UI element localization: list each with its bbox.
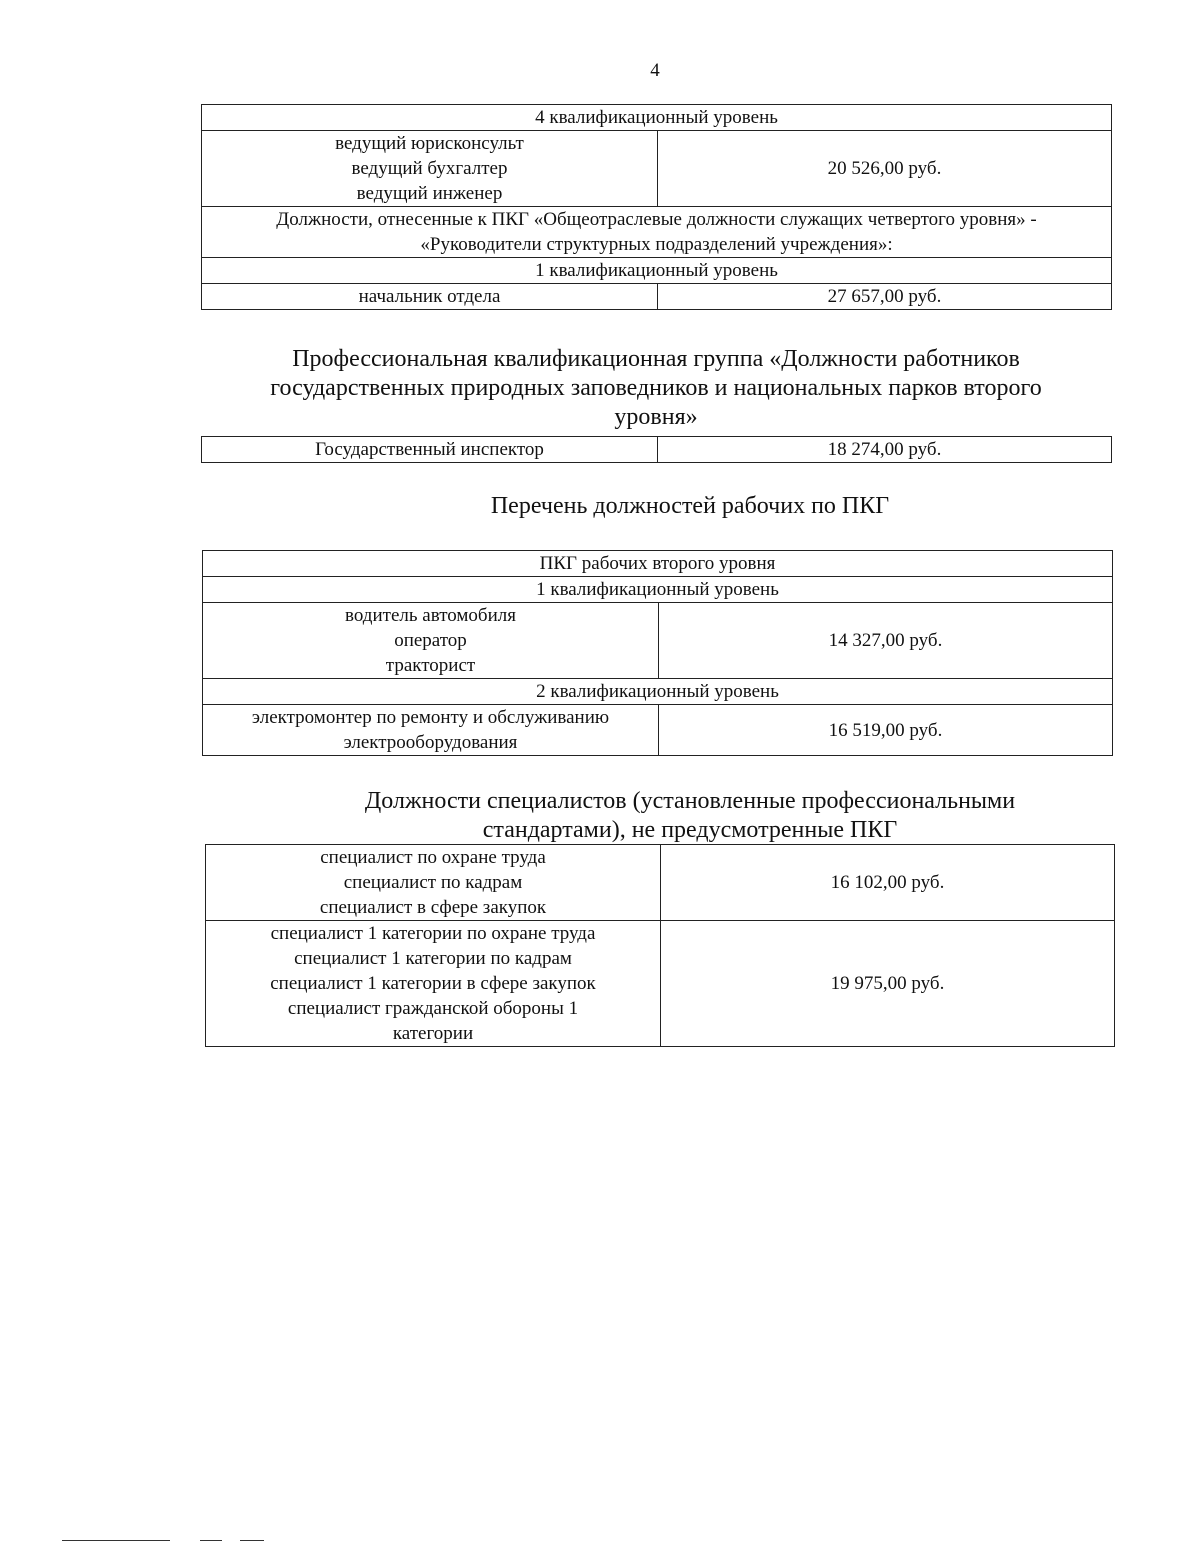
scan-artifact (200, 1540, 222, 1541)
section-heading-specialists (235, 787, 1145, 845)
position-name: Государственный инспектор (202, 437, 658, 463)
position-name: специалист 1 категории по кадрам (294, 948, 572, 969)
section-heading-reserves (200, 345, 1112, 432)
section-heading-workers: Перечень должностей рабочих по ПКГ (490, 493, 890, 519)
position-name: электромонтер по ремонту и обслуживанию (251, 707, 610, 728)
position-name: специалист 1 категории в сфере закупок (270, 973, 596, 994)
salary-value: 14 327,00 руб. (659, 603, 1113, 679)
table-row (203, 577, 1113, 603)
position-name: электрооборудования (343, 732, 518, 753)
position-name: категории (392, 1023, 474, 1044)
table-row (203, 705, 1113, 756)
level-1-header: 1 квалификационный уровень (202, 258, 1112, 284)
level-2-position (203, 705, 659, 756)
page-number: 4 (650, 60, 660, 81)
table-row (203, 679, 1113, 705)
salary-table-general (201, 104, 1112, 310)
position-name: ведущий юрисконсульт (335, 133, 524, 154)
note-line: «Руководители структурных подразделений учреждения»: (420, 234, 893, 255)
table-row (202, 105, 1112, 131)
level-4-positions (202, 131, 658, 207)
level-4-header: 4 квалификационный уровень (202, 105, 1112, 131)
table-row (203, 603, 1113, 679)
group-header: ПКГ рабочих второго уровня (203, 551, 1113, 577)
row-1-positions (206, 845, 661, 921)
position-name: водитель автомобиля (345, 605, 516, 626)
pkg-4-note (202, 207, 1112, 258)
scan-artifact (62, 1540, 170, 1541)
salary-value: 16 102,00 руб. (661, 845, 1115, 921)
position-name: специалист 1 категории по охране труда (270, 923, 596, 944)
table-row (202, 284, 1112, 310)
table-row (202, 437, 1112, 463)
table-row (202, 207, 1112, 258)
level-2-header: 2 квалификационный уровень (203, 679, 1113, 705)
table-row (202, 131, 1112, 207)
salary-value: 18 274,00 руб. (658, 437, 1112, 463)
note-line: Должности, отнесенные к ПКГ «Общеотраслевые должности служащих четвертого уровня» - (276, 209, 1037, 230)
position-name: оператор (394, 630, 467, 651)
position-name: специалист по кадрам (343, 872, 523, 893)
salary-table-specialists (205, 844, 1115, 1047)
salary-table-workers (202, 550, 1113, 756)
position-name: специалист гражданской обороны 1 (287, 998, 579, 1019)
position-name: ведущий бухгалтер (351, 158, 508, 179)
salary-value: 16 519,00 руб. (659, 705, 1113, 756)
salary-value: 19 975,00 руб. (661, 921, 1115, 1047)
heading-line: Профессиональная квалификационная группа «Должности работников (292, 346, 1020, 372)
level-1-positions (203, 603, 659, 679)
position-name: начальник отдела (202, 284, 658, 310)
heading-line: государственных природных заповедников и национальных парков второго (270, 375, 1042, 401)
table-row (206, 845, 1115, 921)
level-1-header: 1 квалификационный уровень (203, 577, 1113, 603)
table-row (202, 258, 1112, 284)
position-name: специалист в сфере закупок (319, 897, 547, 918)
scan-artifact (240, 1540, 264, 1541)
heading-line: Должности специалистов (установленные профессиональными (364, 788, 1016, 814)
salary-value: 20 526,00 руб. (658, 131, 1112, 207)
position-name: ведущий инженер (356, 183, 503, 204)
heading-line: уровня» (614, 404, 698, 430)
table-row (203, 551, 1113, 577)
position-name: тракторист (385, 655, 476, 676)
table-row (206, 921, 1115, 1047)
salary-table-reserves (201, 436, 1112, 463)
position-name: специалист по охране труда (320, 847, 546, 868)
heading-line: стандартами), не предусмотренные ПКГ (482, 817, 898, 843)
salary-value: 27 657,00 руб. (658, 284, 1112, 310)
row-2-positions (206, 921, 661, 1047)
